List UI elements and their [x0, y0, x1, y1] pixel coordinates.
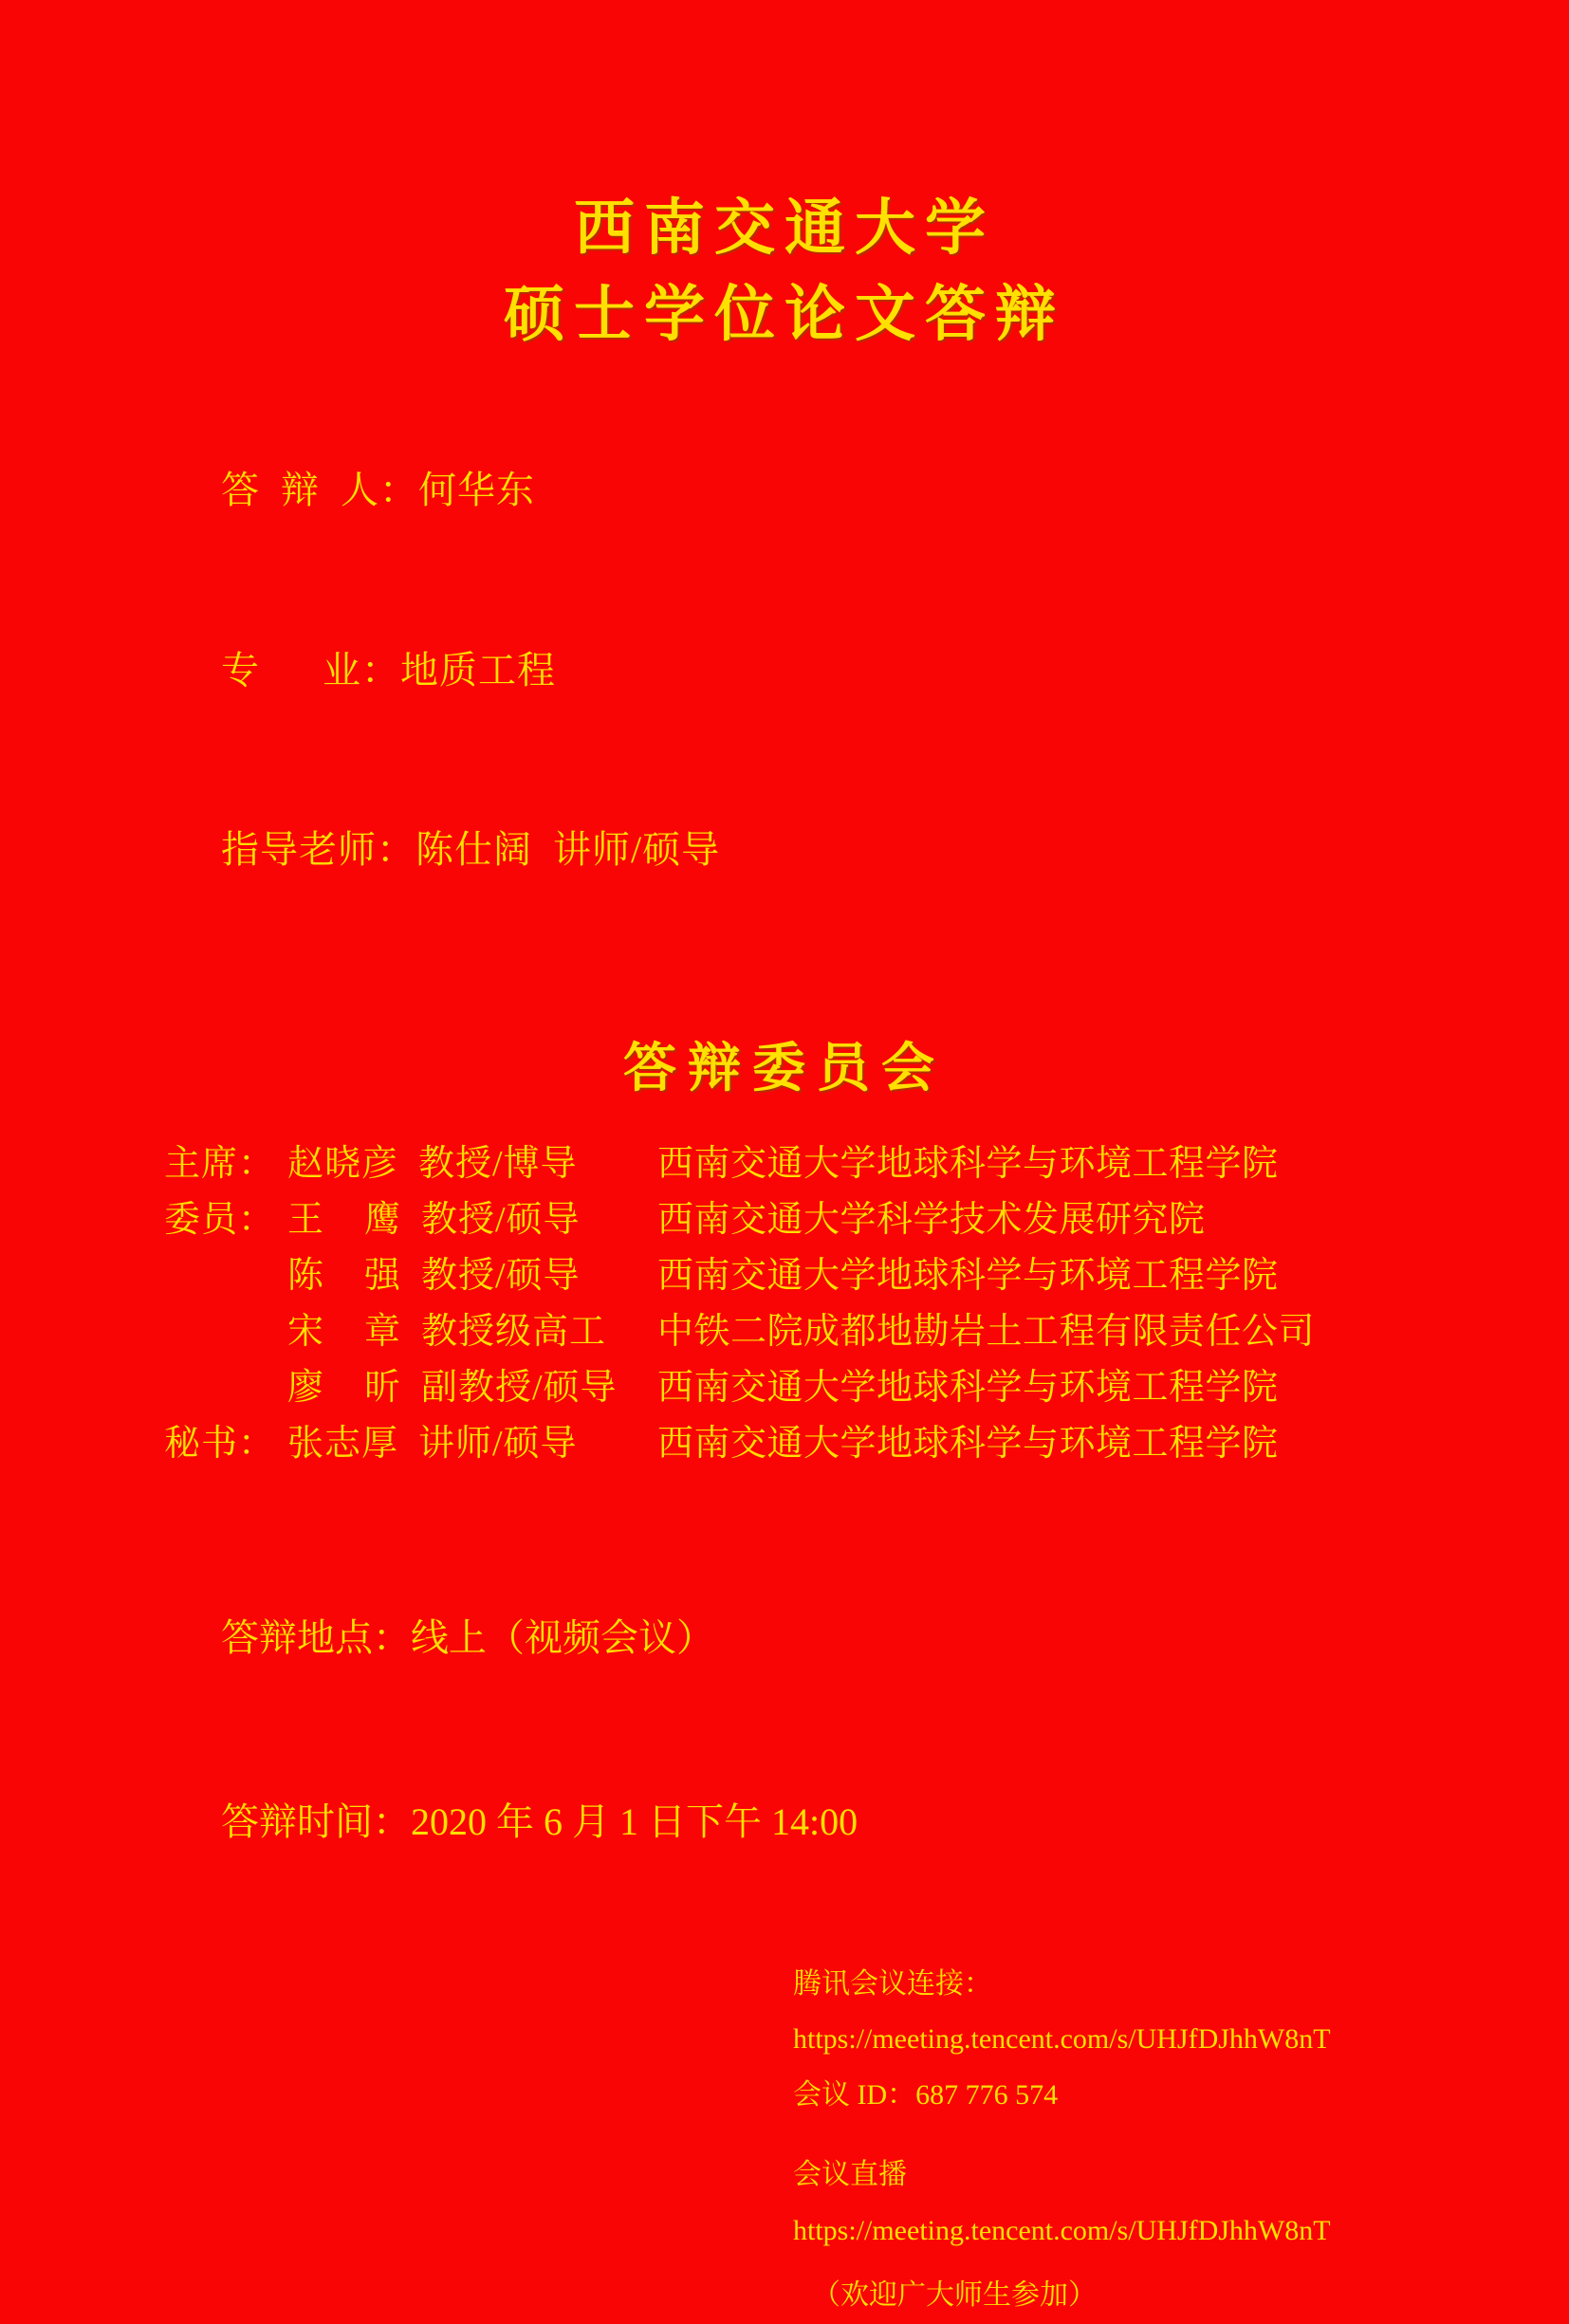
- meeting-connect-label: 腾讯会议连接：: [793, 1967, 992, 2000]
- committee-affiliation: 中铁二院成都地勘岩土工程有限责任公司: [657, 1312, 1316, 1353]
- info-label-candidate: 答 辩 人：: [221, 468, 418, 511]
- meeting-info: [142, 1957, 1427, 2324]
- committee-affiliation: 西南交通大学地球科学与环境工程学院: [657, 1256, 1279, 1297]
- table-row: [164, 1360, 1427, 1416]
- committee-person: 张志厚 讲师/硕导: [287, 1423, 578, 1464]
- committee-person: 赵晓彦 教授/博导: [287, 1144, 578, 1185]
- venue-label-place: 答辩地点：: [221, 1615, 411, 1659]
- table-row: [164, 1416, 1427, 1472]
- title-line-event: 硕士学位论文答辩: [504, 280, 1065, 348]
- info-row: [164, 760, 1427, 940]
- meeting-id: 会议 ID：687 776 574: [793, 2078, 1059, 2111]
- table-row: [164, 1192, 1427, 1248]
- committee-title: 答辩委员会: [623, 1040, 946, 1099]
- table-row: [164, 1248, 1427, 1304]
- committee-person: 宋 章 教授级高工: [287, 1312, 607, 1353]
- venue-row-place: [164, 1546, 1427, 1730]
- committee-list: [142, 1136, 1427, 1471]
- committee-person: 王 鹰 教授/硕导: [287, 1200, 581, 1241]
- meeting-live-label: 会议直播: [793, 2159, 907, 2191]
- committee-role: 主席：: [164, 1144, 276, 1185]
- committee-role: 委员：: [164, 1200, 276, 1241]
- committee-affiliation: 西南交通大学地球科学与环境工程学院: [657, 1423, 1279, 1464]
- committee-role: 秘书：: [164, 1423, 276, 1464]
- info-row: [164, 580, 1427, 760]
- committee-affiliation: 西南交通大学地球科学与环境工程学院: [657, 1368, 1279, 1408]
- table-row: [164, 1136, 1427, 1192]
- page-title: [142, 0, 1427, 359]
- info-label-major: 专 业：: [221, 648, 400, 692]
- committee-affiliation: 西南交通大学科学技术发展研究院: [657, 1200, 1206, 1241]
- meeting-note: （欢迎广大师生参加）: [812, 2279, 1097, 2312]
- info-label-advisor: 指导老师：: [221, 828, 415, 872]
- venue-label-time: 答辩时间：: [221, 1799, 411, 1843]
- title-line-university: 西南交通大学: [574, 194, 995, 262]
- info-value-advisor: 陈仕阔 讲师/硕导: [415, 828, 721, 872]
- committee-person: 廖 昕 副教授/硕导: [287, 1368, 618, 1408]
- venue-value-place: 线上（视频会议）: [411, 1615, 714, 1659]
- committee-affiliation: 西南交通大学地球科学与环境工程学院: [657, 1144, 1279, 1185]
- info-row: [164, 400, 1427, 581]
- venue-row-time: [164, 1730, 1427, 1914]
- info-value-major: 地质工程: [400, 648, 556, 692]
- committee-person: 陈 强 教授/硕导: [287, 1256, 581, 1297]
- meeting-live-link[interactable]: https://meeting.tencent.com/s/UHJfDJhhW8nT: [793, 2214, 1331, 2246]
- info-value-candidate: 何华东: [418, 468, 535, 511]
- venue-value-time: 2020 年 6 月 1 日下午 14:00: [411, 1799, 858, 1843]
- candidate-info: [142, 400, 1427, 940]
- table-row: [164, 1304, 1427, 1360]
- venue-info: [142, 1546, 1427, 1915]
- meeting-connect-link[interactable]: https://meeting.tencent.com/s/UHJfDJhhW8nT: [793, 2023, 1331, 2056]
